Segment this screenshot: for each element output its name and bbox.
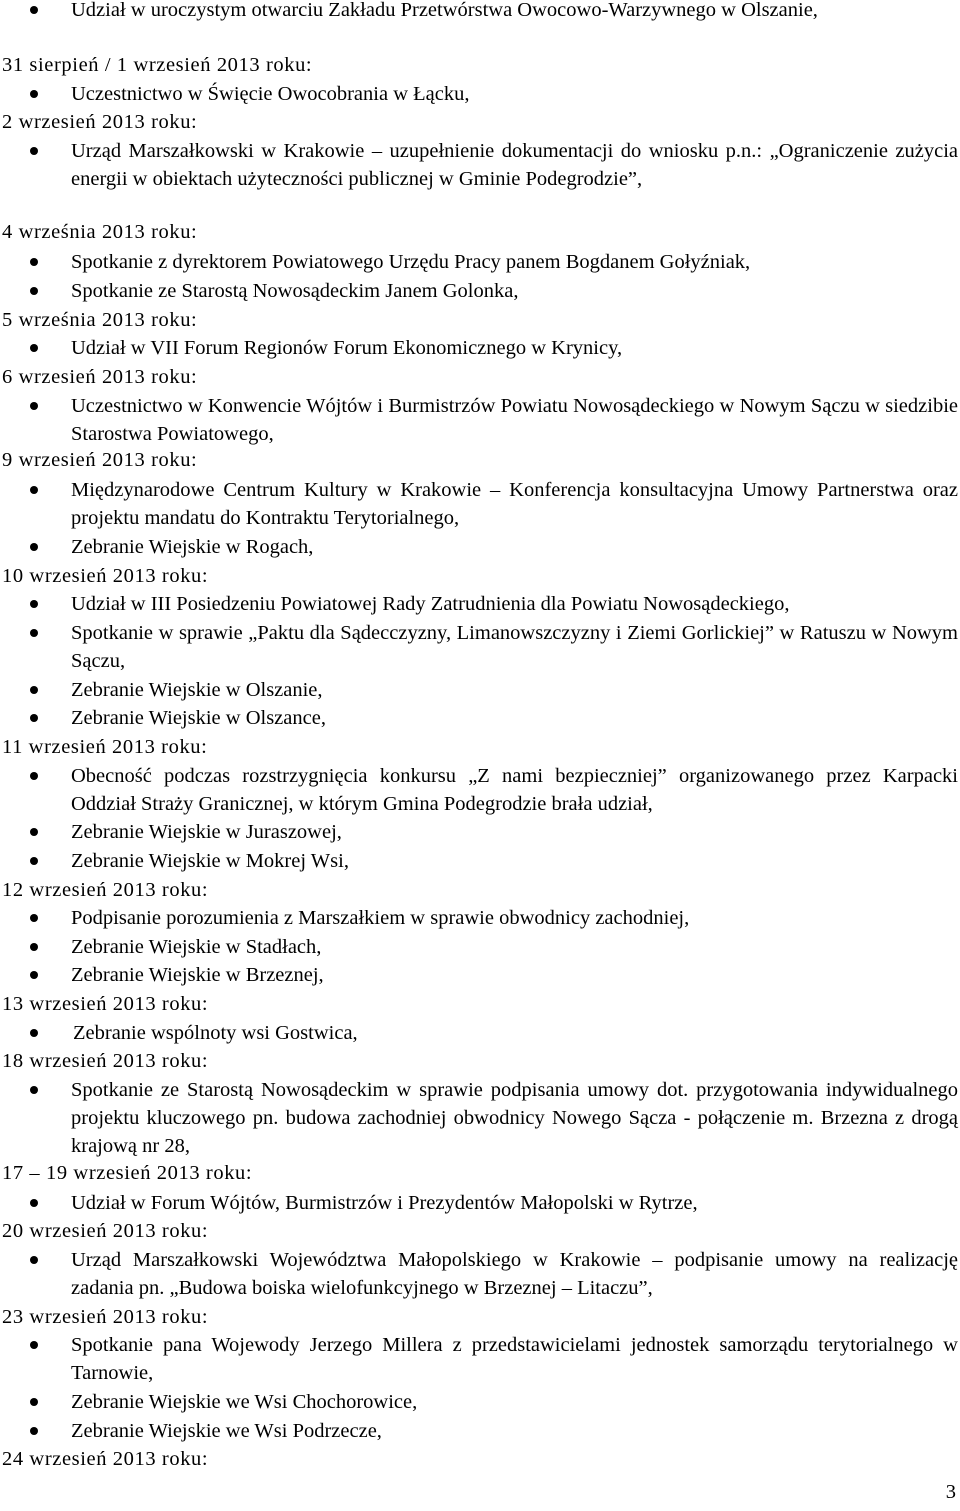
- list-item-text: Spotkanie ze Starostą Nowosądeckim Janem Golonka,: [71, 280, 519, 302]
- bullet-icon: [30, 943, 38, 951]
- list-item-text: Zebranie Wiejskie we Wsi Chochorowice,: [71, 1391, 418, 1413]
- date-heading: 18 wrzesień 2013 roku:: [2, 1050, 209, 1072]
- list-item: [30, 847, 958, 875]
- date-heading: 20 wrzesień 2013 roku:: [2, 1220, 209, 1242]
- date-heading: 31 sierpień / 1 wrzesień 2013 roku:: [2, 54, 313, 76]
- list-item: [30, 590, 958, 618]
- list-item-text: Podpisanie porozumienia z Marszałkiem w sprawie obwodnicy zachodniej,: [71, 907, 690, 929]
- list-item-text: Urząd Marszałkowski Województwa Małopolskiego w Krakowie – podpisanie umowy na realizację zadania pn. „Budowa boiska wielofunkcyjnego w Brzeznej – Litaczu”,: [71, 1249, 958, 1299]
- list-item: [30, 904, 958, 932]
- list-item: [30, 80, 958, 108]
- list-item-text: Obecność podczas rozstrzygnięcia konkursu „Z nami bezpieczniej” organizowanego przez Karpacki Oddział Straży Granicznej, w którym Gmina Podegrodzie brała udział,: [71, 765, 958, 815]
- bullet-icon: [30, 600, 38, 608]
- list-item: [30, 1246, 958, 1302]
- list-item-text: Międzynarodowe Centrum Kultury w Krakowie – Konferencja konsultacyjna Umowy Partnerstwa oraz projektu mandatu do Kontraktu Terytorialnego,: [71, 479, 958, 529]
- date-heading: 9 wrzesień 2013 roku:: [2, 449, 198, 471]
- bullet-icon: [30, 287, 38, 295]
- bullet-icon: [30, 1341, 38, 1349]
- date-heading: 10 wrzesień 2013 roku:: [2, 565, 209, 587]
- bullet-icon: [30, 402, 38, 410]
- bullet-icon: [30, 90, 38, 98]
- bullet-icon: [30, 1398, 38, 1406]
- date-heading: 2 wrzesień 2013 roku:: [2, 111, 198, 133]
- list-item-text: Udział w Forum Wójtów, Burmistrzów i Prezydentów Małopolski w Rytrze,: [71, 1192, 698, 1214]
- bullet-icon: [30, 344, 38, 352]
- list-item-text: Zebranie Wiejskie w Mokrej Wsi,: [71, 850, 349, 872]
- bullet-icon: [30, 857, 38, 865]
- list-item-text: Uczestnictwo w Konwencie Wójtów i Burmistrzów Powiatu Nowosądeckiego w Nowym Sączu w siedzibie Starostwa Powiatowego,: [71, 395, 958, 445]
- date-heading: 5 września 2013 roku:: [2, 309, 198, 331]
- date-heading: 24 wrzesień 2013 roku:: [2, 1448, 209, 1470]
- list-item: [30, 1076, 958, 1160]
- list-item: [30, 392, 958, 448]
- list-item-text: Zebranie Wiejskie we Wsi Podrzecze,: [71, 1420, 382, 1442]
- list-item: [30, 619, 958, 675]
- list-item: [30, 137, 958, 193]
- date-heading: 4 września 2013 roku:: [2, 221, 198, 243]
- date-heading: 11 wrzesień 2013 roku:: [2, 736, 208, 758]
- list-item-text: Spotkanie pana Wojewody Jerzego Millera z przedstawicielami jednostek samorządu terytorialnego w Tarnowie,: [71, 1334, 958, 1384]
- bullet-icon: [30, 258, 38, 266]
- list-item-text: Uczestnictwo w Święcie Owocobrania w Łącku,: [71, 83, 470, 105]
- bullet-icon: [30, 1199, 38, 1207]
- list-item: [30, 1189, 958, 1217]
- date-heading: 6 wrzesień 2013 roku:: [2, 366, 198, 388]
- bullet-icon: [30, 1256, 38, 1264]
- list-item: [30, 933, 958, 961]
- list-item: [30, 334, 958, 362]
- list-item: [30, 961, 958, 989]
- list-item-text: Zebranie Wiejskie w Rogach,: [71, 536, 314, 558]
- list-item-text: Udział w uroczystym otwarciu Zakładu Przetwórstwa Owocowo-Warzywnego w Olszanie,: [71, 0, 818, 21]
- bullet-icon: [30, 1029, 38, 1037]
- list-item-text: Zebranie Wiejskie w Juraszowej,: [71, 821, 342, 843]
- bullet-icon: [30, 772, 38, 780]
- list-item: [30, 676, 958, 704]
- bullet-icon: [30, 971, 38, 979]
- list-item: [30, 762, 958, 818]
- list-item-text: Zebranie wspólnoty wsi Gostwica,: [73, 1022, 358, 1044]
- list-item-text: Zebranie Wiejskie w Olszanie,: [71, 679, 323, 701]
- list-item: [30, 0, 958, 24]
- date-heading: 17 – 19 wrzesień 2013 roku:: [2, 1162, 253, 1184]
- date-heading: 12 wrzesień 2013 roku:: [2, 879, 209, 901]
- list-item-text: Zebranie Wiejskie w Brzeznej,: [71, 964, 324, 986]
- list-item-text: Spotkanie ze Starostą Nowosądeckim w sprawie podpisania umowy dot. przygotowania indywidualnego projektu kluczowego pn. budowa zachodniej obwodnicy Nowego Sącza - połączenie m. Brzezna z drogą krajową nr 28,: [71, 1079, 958, 1157]
- list-item: [30, 1417, 958, 1445]
- list-item-text: Zebranie Wiejskie w Stadłach,: [71, 936, 322, 958]
- bullet-icon: [30, 486, 38, 494]
- bullet-icon: [30, 629, 38, 637]
- bullet-icon: [30, 714, 38, 722]
- list-item: [30, 704, 958, 732]
- list-item: [30, 1388, 958, 1416]
- list-item: [30, 277, 958, 305]
- bullet-icon: [30, 828, 38, 836]
- bullet-icon: [30, 686, 38, 694]
- list-item: [30, 476, 958, 532]
- list-item: [30, 818, 958, 846]
- date-heading: 13 wrzesień 2013 roku:: [2, 993, 209, 1015]
- bullet-icon: [30, 147, 38, 155]
- bullet-icon: [30, 1427, 38, 1435]
- page-number: 3: [945, 1481, 956, 1503]
- list-item: [30, 1331, 958, 1387]
- list-item-text: Udział w VII Forum Regionów Forum Ekonomicznego w Krynicy,: [71, 337, 623, 359]
- list-item-text: Zebranie Wiejskie w Olszance,: [71, 707, 326, 729]
- list-item-text: Spotkanie z dyrektorem Powiatowego Urzędu Pracy panem Bogdanem Gołyźniak,: [71, 251, 751, 273]
- list-item: [30, 248, 958, 276]
- list-item: [30, 1019, 958, 1047]
- bullet-icon: [30, 914, 38, 922]
- date-heading: 23 wrzesień 2013 roku:: [2, 1306, 209, 1328]
- bullet-icon: [30, 543, 38, 551]
- bullet-icon: [30, 6, 38, 14]
- list-item-text: Spotkanie w sprawie „Paktu dla Sądecczyzny, Limanowszczyzny i Ziemi Gorlickiej” w Ratuszu w Nowym Sączu,: [71, 622, 958, 672]
- list-item-text: Urząd Marszałkowski w Krakowie – uzupełnienie dokumentacji do wniosku p.n.: „Ograniczenie zużycia energii w obiektach użyteczności publicznej w Gminie Podegrodzie”,: [71, 140, 958, 190]
- bullet-icon: [30, 1086, 38, 1094]
- list-item-text: Udział w III Posiedzeniu Powiatowej Rady Zatrudnienia dla Powiatu Nowosądeckiego,: [71, 593, 790, 615]
- list-item: [30, 533, 958, 561]
